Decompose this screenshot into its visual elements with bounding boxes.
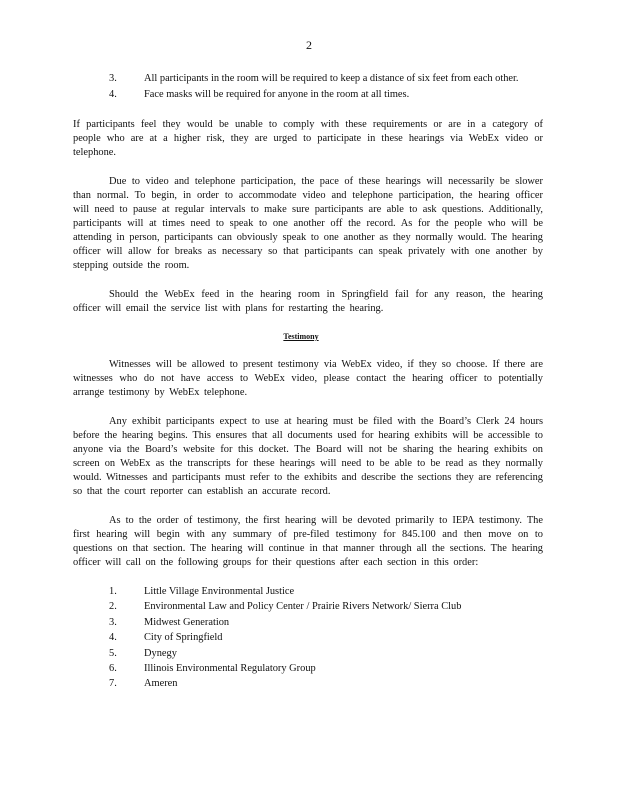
list-number: 1.	[109, 586, 117, 597]
paragraph-witnesses: Witnesses will be allowed to present testimony via WebEx video, if they so choose. If there are witnesses who do not have access to WebEx video, please contact the hearing officer to potentially arrange testimony by WebEx telephone.	[73, 359, 543, 398]
list-number: 3.	[109, 73, 117, 84]
list-text: City of Springfield	[144, 632, 223, 644]
paragraph-webex-feed: Should the WebEx feed in the hearing room in Springfield fail for any reason, the hearing officer will email the service list with plans for restarting the hearing.	[73, 289, 543, 314]
list-item	[73, 72, 543, 86]
list-text: Dynegy	[144, 647, 177, 659]
list-text: Environmental Law and Policy Center / Prairie Rivers Network/ Sierra Club	[144, 601, 462, 613]
list-text: Ameren	[144, 678, 178, 690]
list-item	[73, 600, 543, 614]
list-item	[73, 585, 543, 599]
section-heading-testimony	[73, 331, 543, 343]
list-text: All participants in the room will be required to keep a distance of six feet from each other.	[144, 73, 519, 84]
list-item	[73, 631, 543, 645]
list-number: 2.	[109, 601, 117, 613]
list-text: Midwest Generation	[144, 616, 230, 628]
requirements-list	[73, 72, 543, 101]
list-number: 6.	[109, 662, 117, 674]
list-number: 7.	[109, 678, 117, 690]
list-number: 4.	[109, 632, 117, 644]
list-item	[73, 88, 543, 102]
list-item	[73, 616, 543, 630]
list-item	[73, 647, 543, 661]
list-number: 5.	[109, 647, 117, 659]
list-item	[73, 677, 543, 691]
heading-text: Testimony	[283, 332, 319, 341]
list-text: Face masks will be required for anyone in the room at all times.	[144, 88, 410, 100]
list-number: 4.	[109, 88, 117, 100]
groups-list	[73, 585, 543, 692]
paragraph-hearing-pace: Due to video and telephone participation, the pace of these hearings will necessarily be slower than normal. To begin, in order to accommodate video and telephone participation, the hearing officer will need to pause at regular intervals to make sure participants are able to ask questions. Additionally, participants will at times need to speak to one another off the record. As for the people who will be attending in person, participants can obviously speak to one another as they normally would. The hearing officer will allow for breaks as necessary so that participants can speak privately with one another by stepping outside the room.	[73, 176, 543, 271]
paragraph-unable-to-comply: If participants feel they would be unable to comply with these requirements or are in a category of people who are at a higher risk, they are urged to participate in these hearings via WebEx video or telephone.	[73, 119, 543, 158]
paragraph-order-of-testimony: As to the order of testimony, the first hearing will be devoted primarily to IEPA testimony. The first hearing will begin with any summary of pre-filed testimony for 845.100 and then move on to questions on that section. The hearing will continue in that manner through all the sections. The hearing officer will call on the following groups for their questions after each section in this order:	[73, 515, 543, 568]
list-item	[73, 662, 543, 676]
list-number: 3.	[109, 616, 117, 628]
list-text: Little Village Environmental Justice	[144, 586, 295, 597]
page-number: 2	[306, 38, 312, 52]
paragraph-exhibits: Any exhibit participants expect to use at hearing must be filed with the Board’s Clerk 24 hours before the hearing begins. This ensures that all documents used for hearing exhibits will be accessible to anyone via the Board’s website for this docket. The Board will not be sharing the hearing exhibits on screen on WebEx as the transcripts for these hearings will need to be able to be read as they normally would. Witnesses and participants must refer to the exhibits and describe the sections they are referencing so that the court reporter can establish an accurate record.	[73, 416, 543, 497]
document-body	[73, 72, 543, 693]
list-text: Illinois Environmental Regulatory Group	[144, 662, 316, 674]
